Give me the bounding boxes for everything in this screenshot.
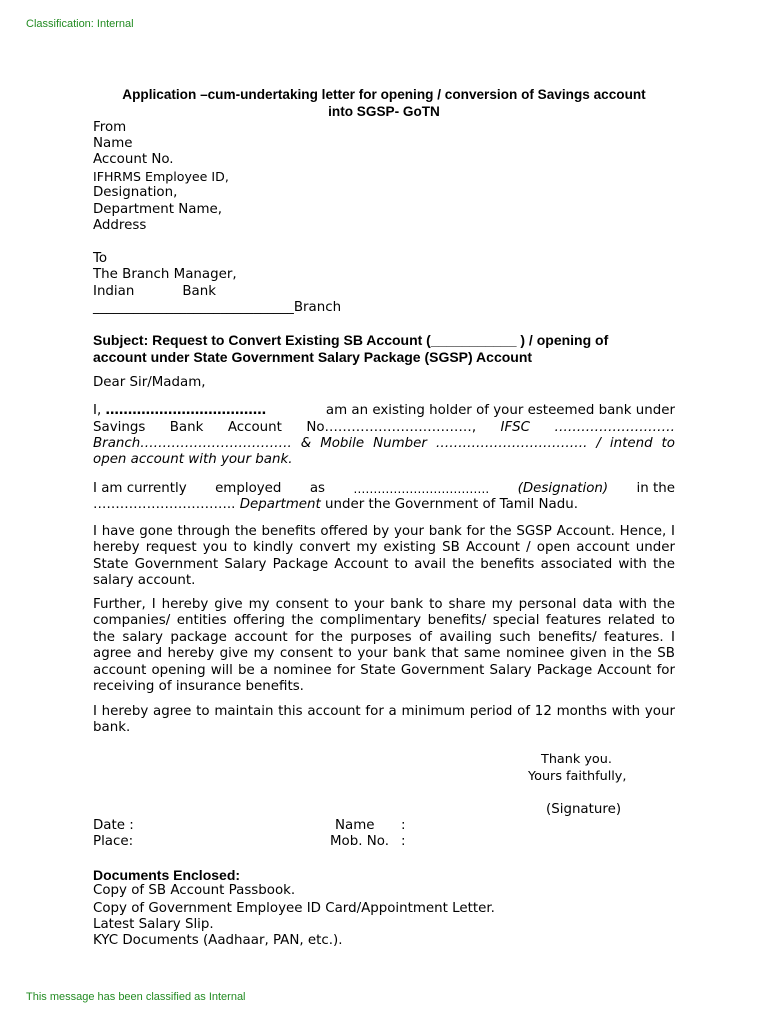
closing-thank-you: Thank you.: [541, 752, 612, 767]
closing-yours-faithfully: Yours faithfully,: [528, 769, 627, 784]
letter-title: [80, 86, 688, 120]
from-name: Name: [93, 136, 133, 151]
para3-request: I have gone through the benefits offered by your bank for the SGSP Account. Hence, I hereby request you to kindly convert my existing SB Account / open account under State Government Salary Package Account to avail the benefits associated with the salary account.: [93, 524, 675, 589]
bank-word-bank: Bank: [182, 284, 216, 299]
from-account-no: Account No.: [93, 152, 174, 167]
from-department: Department Name,: [93, 202, 223, 217]
signature-label: (Signature): [546, 802, 622, 817]
para1-name-blank: ………………………………: [105, 403, 267, 418]
title-line-1: Application –cum-undertaking letter for opening / conversion of Savings account: [122, 87, 646, 102]
name-field-label: Name: [335, 818, 375, 833]
para2-designation-blank: …………………………….: [353, 482, 490, 496]
para1-line-1: [93, 403, 675, 419]
from-designation: Designation,: [93, 185, 178, 200]
classification-header: Classification: Internal: [26, 18, 134, 30]
para4-consent: Further, I hereby give my consent to your bank to share my personal data with the companies/ entities offering the complimentary benefits/ special features related to the salary package account for the purposes of availing such benefits/ features. I agree and hereby give my consent to your bank that same nominee given in the SB account opening will be a nominee for State Government Salary Package Account for receiving of insurance benefits.: [93, 597, 675, 695]
para2-dept-blank: …………………………..: [93, 497, 236, 512]
classification-footer: This message has been classified as Internal: [26, 991, 246, 1003]
date-field-label: Date :: [93, 818, 134, 833]
name-field-colon: :: [401, 818, 406, 833]
para2-department-label: Department: [239, 497, 321, 512]
para1-word-account: Account: [227, 420, 282, 435]
to-label: To: [93, 251, 108, 266]
para2-as: as: [309, 481, 325, 496]
document-item: Copy of Government Employee ID Card/Appointment Letter.: [93, 901, 495, 916]
para2-line-1: [93, 481, 675, 497]
document-item: Latest Salary Slip.: [93, 917, 214, 932]
document-item: Copy of SB Account Passbook.: [93, 883, 296, 898]
branch-blank: ______________________________: [93, 300, 294, 315]
mob-field-label: Mob. No.: [330, 834, 389, 849]
branch-label: Branch: [293, 300, 342, 315]
para1-holder-text: am an existing holder of your esteemed bank under: [325, 403, 675, 418]
para1-word-savings: Savings: [93, 420, 146, 435]
subject-line-2: account under State Government Salary Package (SGSP) Account: [93, 349, 533, 365]
para2-currently: I am currently: [93, 481, 187, 496]
para5-agreement: I hereby agree to maintain this account for a minimum period of 12 months with your bank.: [93, 704, 675, 736]
place-field-label: Place:: [93, 834, 134, 849]
para2-line-2: [93, 497, 578, 513]
to-branch-line: [93, 300, 341, 316]
from-label: From: [93, 120, 127, 135]
from-address: Address: [93, 218, 147, 233]
para1-line-3: Branch……………………………. & Mobile Number ……………………………. / intend to: [93, 436, 675, 451]
para1-ifsc-blank: ………………………: [554, 420, 675, 435]
para1-line-2: [93, 420, 675, 436]
para2-employed: employed: [215, 481, 282, 496]
para1-word-bank: Bank: [169, 420, 204, 435]
para1-ifsc-label: IFSC: [500, 420, 531, 435]
salutation: Dear Sir/Madam,: [93, 375, 206, 390]
para2-in-the: in the: [636, 481, 675, 496]
to-branch-manager: The Branch Manager,: [93, 267, 237, 282]
to-bank-name: [93, 284, 216, 300]
para2-govt-text: under the Government of Tamil Nadu.: [324, 497, 578, 512]
from-employee-id: IFHRMS Employee ID,: [93, 169, 229, 184]
subject-line-1: Subject: Request to Convert Existing SB Account (___________ ) / opening of: [93, 332, 609, 348]
document-item: KYC Documents (Aadhaar, PAN, etc.).: [93, 933, 343, 948]
para1-account-no-blank: No……………………………,: [306, 420, 477, 435]
mob-field-colon: :: [401, 834, 406, 849]
para1-line-4: open account with your bank.: [93, 452, 293, 467]
bank-word-indian: Indian: [93, 284, 135, 299]
para1-i: I,: [93, 403, 102, 418]
title-line-2: into SGSP- GoTN: [328, 104, 440, 119]
para2-designation-label: (Designation): [517, 481, 609, 496]
documents-heading: Documents Enclosed:: [93, 867, 241, 883]
